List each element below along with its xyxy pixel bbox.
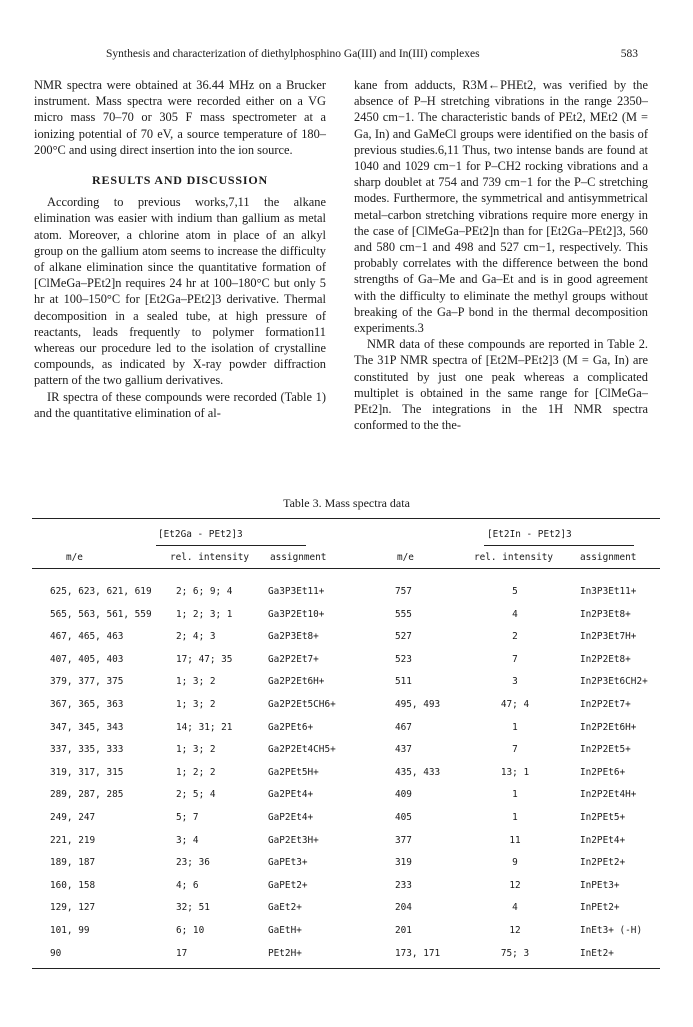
table-row <box>0 880 693 902</box>
relative-intensity: 17 <box>176 947 188 959</box>
assignment: In2P2Et7+ <box>580 699 631 710</box>
group-header-gallium: [Et2Ga - PEt2]3 <box>158 529 243 540</box>
relative-intensity: 1; 2; 2 <box>176 766 216 778</box>
relative-intensity: 3 <box>512 676 518 688</box>
mass-value: 101, 99 <box>50 925 90 936</box>
relative-intensity: 9 <box>512 857 518 869</box>
mass-value: 495, 493 <box>395 699 441 710</box>
column-header: m/e <box>66 552 83 563</box>
relative-intensity: 2 <box>512 631 518 643</box>
table-row <box>0 857 693 879</box>
relative-intensity: 4 <box>512 608 518 620</box>
assignment: In2P2Et8+ <box>580 653 631 665</box>
mass-value: 467, 465, 463 <box>50 631 124 643</box>
relative-intensity: 2; 6; 9; 4 <box>176 586 233 597</box>
assignment: GaP2Et3H+ <box>268 834 319 846</box>
assignment: Ga2P2Et6H+ <box>268 676 325 688</box>
table-row <box>0 902 693 924</box>
relative-intensity: 2; 5; 4 <box>176 789 216 801</box>
assignment: In2P2Et4H+ <box>580 789 637 801</box>
mass-value: 527 <box>395 631 412 643</box>
assignment: Ga2P2Et5CH6+ <box>268 699 336 710</box>
table-row <box>0 948 693 970</box>
mass-value: 319 <box>395 857 412 869</box>
table-row <box>0 699 693 721</box>
relative-intensity: 17; 47; 35 <box>176 653 233 665</box>
column-header: assignment <box>270 552 327 563</box>
column-header: rel. intensity <box>170 552 250 563</box>
assignment: InPEt2+ <box>580 902 620 914</box>
paragraph: kane from adducts, R3M←PHEt2, was verified by the absence of P–H stretching vibrations in the range 2350–2450 cm−1. The characteristic bands of PEt2, MEt2 (M = Ga, In) and GaMeCl groups were identified on the basis of previous studies.6,11 Thus, two intense bands are found at 1040 and 1029 cm−1 for P–CH2 rocking vibrations and a sharp doublet at 754 and 739 cm−1 for the P–C stretching modes. Furthermore, the symmetrical and antisymmetrical metal–carbon stretching vibrations require more energy in the case of [ClMeGa–PEt2]n than for [Et2Ga–PEt2]3, 560 and 580 cm−1 and 498 and 527 cm−1, respectively. This probably correlates with the difference between the bond strengths of Ga–Me and Ga–Et and is in good agreement with the difficulty to eliminate the methyl groups without breaking of the Ga–P bond in the thermal decomposition experiments.3 <box>354 78 648 336</box>
relative-intensity: 1; 2; 3; 1 <box>176 608 233 620</box>
mass-value: 565, 563, 561, 559 <box>50 608 152 620</box>
mass-value: 189, 187 <box>50 857 96 869</box>
relative-intensity: 14; 31; 21 <box>176 721 233 733</box>
mass-value: 625, 623, 621, 619 <box>50 586 152 597</box>
column-header: assignment <box>580 552 637 563</box>
assignment: InEt2+ <box>580 947 614 959</box>
assignment: GaEt2+ <box>268 902 302 914</box>
mass-value: 467 <box>395 721 412 733</box>
assignment: Ga2PEt6+ <box>268 721 314 733</box>
paragraph: According to previous works,7,11 the alkane elimination was easier with indium than gallium as metal atom. Moreover, a chlorine atom in place of an alkyl group on the gallium atom seems to increase the difficulty of alkane elimination since the quantitative formation of [ClMeGa–PEt2]n requires 24 hr at 100–180°C but only 5 hr at 100–150°C for [Et2Ga–PEt2]3 derivative. Thermal decomposition in a sealed tube, at high pressure of reactants, leads frequently to polymer formation11 whereas our procedure led to the isolation of crystalline compounds, as indicated by X-ray powder diffraction pattern of the two gallium derivatives. <box>34 195 326 388</box>
table-row <box>0 722 693 744</box>
table-row <box>0 835 693 857</box>
table-row <box>0 631 693 653</box>
mass-value: 407, 405, 403 <box>50 653 124 665</box>
table-top-rule <box>32 518 660 519</box>
assignment: Ga2PEt5H+ <box>268 766 319 778</box>
running-header <box>60 48 638 64</box>
mass-value: 289, 287, 285 <box>50 789 124 801</box>
table-row <box>0 586 693 608</box>
assignment: In2P3Et8+ <box>580 608 631 620</box>
mass-value: 129, 127 <box>50 902 96 914</box>
assignment: InPEt3+ <box>580 879 620 891</box>
mass-value: 523 <box>395 653 412 665</box>
mass-value: 249, 247 <box>50 812 96 823</box>
mass-value: 511 <box>395 676 412 688</box>
mass-value: 367, 365, 363 <box>50 699 124 710</box>
mass-value: 377 <box>395 834 412 846</box>
right-column <box>354 77 648 433</box>
mass-value: 437 <box>395 744 412 756</box>
relative-intensity: 4 <box>512 902 518 914</box>
relative-intensity: 2; 4; 3 <box>176 631 216 643</box>
assignment: GaPEt3+ <box>268 857 308 869</box>
relative-intensity: 1; 3; 2 <box>176 744 216 756</box>
relative-intensity: 32; 51 <box>176 902 210 914</box>
relative-intensity: 1; 3; 2 <box>176 676 216 688</box>
relative-intensity: 12 <box>509 879 521 891</box>
assignment: Ga2P2Et7+ <box>268 653 319 665</box>
assignment: GaP2Et4+ <box>268 812 314 823</box>
assignment: In3P3Et11+ <box>580 586 637 597</box>
assignment: In2PEt2+ <box>580 857 626 869</box>
relative-intensity: 75; 3 <box>500 947 530 959</box>
relative-intensity: 23; 36 <box>176 857 210 869</box>
relative-intensity: 3; 4 <box>176 834 199 846</box>
assignment: GaPEt2+ <box>268 879 308 891</box>
assignment: In2PEt6+ <box>580 766 626 778</box>
table-row <box>0 767 693 789</box>
assignment: In2P3Et6CH2+ <box>580 676 648 688</box>
column-header: rel. intensity <box>474 552 554 563</box>
paragraph: NMR data of these compounds are reported in Table 2. The 31P NMR spectra of [Et2M–PEt2]3 (M = Ga, In) are constituted by just one peak whereas a complicated multiplet is obtained in the same range for [ClMeGa–PEt2]n. The integrations in the 1H NMR spectra conformed to the the- <box>354 337 648 433</box>
mass-value: 405 <box>395 812 412 823</box>
mass-value: 337, 335, 333 <box>50 744 124 756</box>
mass-value: 160, 158 <box>50 879 96 891</box>
table-row <box>0 676 693 698</box>
mass-value: 233 <box>395 879 412 891</box>
relative-intensity: 4; 6 <box>176 879 199 891</box>
assignment: In2P2Et5+ <box>580 744 631 756</box>
relative-intensity: 6; 10 <box>176 925 205 936</box>
assignment: GaEtH+ <box>268 925 302 936</box>
table-caption: Table 3. Mass spectra data <box>283 496 410 510</box>
assignment: Ga3P3Et11+ <box>268 586 325 597</box>
assignment: Ga2PEt4+ <box>268 789 314 801</box>
section-heading: RESULTS AND DISCUSSION <box>92 173 268 188</box>
table-row <box>0 925 693 947</box>
paragraph: IR spectra of these compounds were recorded (Table 1) and the quantitative elimination of al- <box>34 389 326 420</box>
assignment: In2P2Et6H+ <box>580 721 637 733</box>
assignment: PEt2H+ <box>268 947 302 959</box>
header-rule <box>32 568 660 569</box>
relative-intensity: 1 <box>512 721 518 733</box>
mass-value: 201 <box>395 925 412 936</box>
relative-intensity: 5; 7 <box>176 812 199 823</box>
mass-value: 435, 433 <box>395 766 441 778</box>
group-rule-gallium <box>156 545 306 546</box>
assignment: In2PEt5+ <box>580 812 626 823</box>
mass-value: 347, 345, 343 <box>50 721 124 733</box>
group-header-indium: [Et2In - PEt2]3 <box>487 529 572 540</box>
relative-intensity: 13; 1 <box>500 766 530 778</box>
mass-value: 757 <box>395 586 412 597</box>
mass-value: 555 <box>395 608 412 620</box>
paragraph: NMR spectra were obtained at 36.44 MHz on a Brucker instrument. Mass spectra were recorded either on a VG micro mass 70–70 or 305 F mass spectrometer at a ionizing potential of 70 eV, a source temperature of 180–200°C and using direct insertion into the ion source. <box>34 78 326 157</box>
relative-intensity: 7 <box>512 744 518 756</box>
page-number: 583 <box>620 48 638 60</box>
relative-intensity: 5 <box>512 586 518 597</box>
relative-intensity: 47; 4 <box>500 699 530 710</box>
mass-value: 379, 377, 375 <box>50 676 124 688</box>
relative-intensity: 1 <box>512 812 518 823</box>
mass-value: 204 <box>395 902 412 914</box>
assignment: InEt3+ (-H) <box>580 925 643 936</box>
table-row <box>0 812 693 834</box>
assignment: Ga2P3Et8+ <box>268 631 319 643</box>
table-row <box>0 789 693 811</box>
table-row <box>0 744 693 766</box>
assignment: In2PEt4+ <box>580 834 626 846</box>
mass-value: 319, 317, 315 <box>50 766 124 778</box>
table-row <box>0 609 693 631</box>
mass-value: 173, 171 <box>395 947 441 959</box>
assignment: Ga2P2Et4CH5+ <box>268 744 336 756</box>
mass-value: 90 <box>50 947 62 959</box>
mass-value: 221, 219 <box>50 834 96 846</box>
group-rule-indium <box>484 545 634 546</box>
column-header: m/e <box>397 552 414 563</box>
running-title: Synthesis and characterization of diethylphosphino Ga(III) and In(III) complexes <box>106 48 480 60</box>
table-row <box>0 654 693 676</box>
relative-intensity: 1 <box>512 789 518 801</box>
table-bottom-rule <box>32 968 660 969</box>
relative-intensity: 11 <box>509 834 521 846</box>
relative-intensity: 1; 3; 2 <box>176 699 216 710</box>
assignment: In2P3Et7H+ <box>580 631 637 643</box>
relative-intensity: 7 <box>512 653 518 665</box>
relative-intensity: 12 <box>509 925 521 936</box>
assignment: Ga3P2Et10+ <box>268 608 325 620</box>
left-column <box>34 77 326 421</box>
mass-value: 409 <box>395 789 412 801</box>
